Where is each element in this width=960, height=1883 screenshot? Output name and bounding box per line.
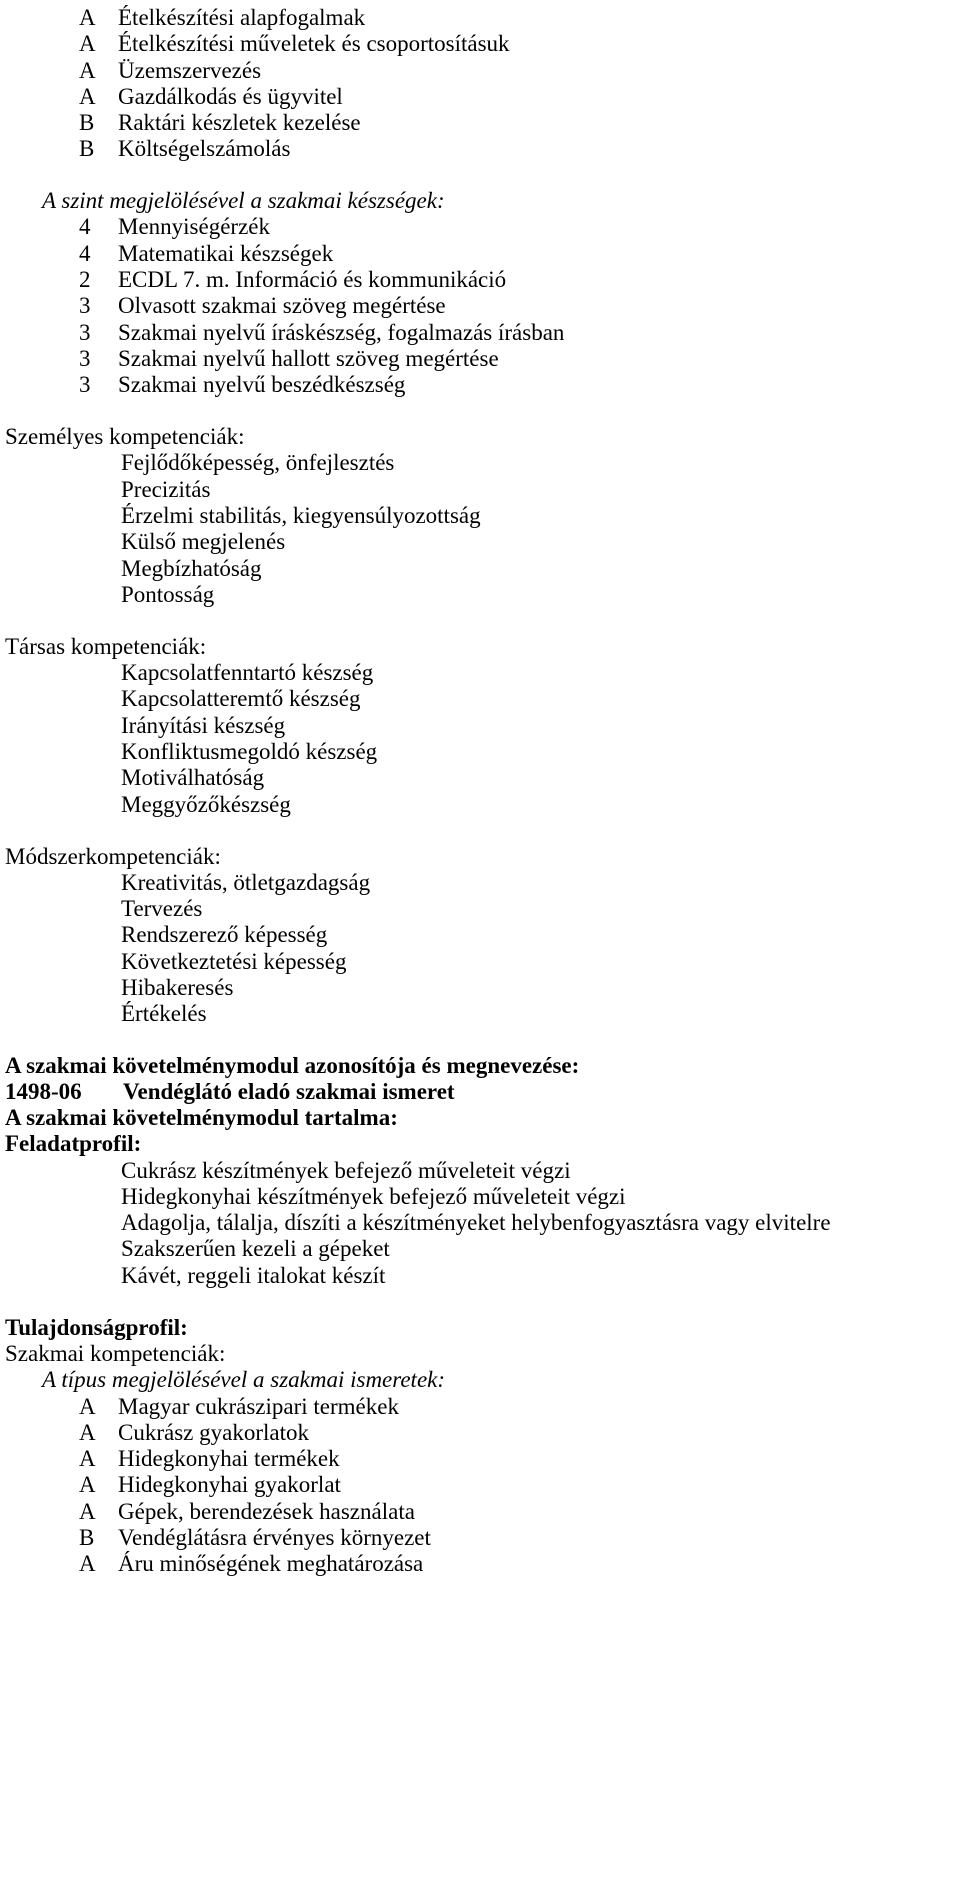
list-item: Precizitás	[121, 477, 211, 502]
list-item: Pontosság	[121, 582, 215, 607]
list-item: 3 Olvasott szakmai szöveg megértése	[79, 293, 446, 318]
professional-competencies-heading: Szakmai kompetenciák:	[5, 1341, 226, 1366]
list-item: Megbízhatóság	[121, 556, 262, 581]
list-item: B Raktári készletek kezelése	[79, 110, 361, 135]
section-heading: Személyes kompetenciák:	[5, 424, 245, 449]
list-item: 2 ECDL 7. m. Információ és kommunikáció	[79, 267, 507, 292]
section-heading: A szint megjelölésével a szakmai készségek:	[42, 188, 445, 213]
knowledge-heading: A típus megjelölésével a szakmai ismeretek:	[42, 1367, 446, 1392]
list-item: 3 Szakmai nyelvű íráskészség, fogalmazás írásban	[79, 320, 565, 345]
list-item: 3 Szakmai nyelvű beszédkészség	[79, 372, 406, 397]
list-item: Rendszerező képesség	[121, 922, 328, 947]
list-item: 4 Matematikai készségek	[79, 241, 334, 266]
list-item: Meggyőzőkészség	[121, 792, 291, 817]
list-item: Kapcsolatteremtő készség	[121, 686, 361, 711]
list-item: Adagolja, tálalja, díszíti a készítményeket helybenfogyasztásra vagy elvitelre	[121, 1210, 831, 1235]
list-item: Külső megjelenés	[121, 529, 286, 554]
list-item: A Gazdálkodás és ügyvitel	[79, 84, 343, 109]
property-profile-heading: Tulajdonságprofil:	[5, 1315, 188, 1340]
module-content-heading: A szakmai követelménymodul tartalma:	[5, 1105, 398, 1130]
list-item: B Vendéglátásra érvényes környezet	[79, 1525, 431, 1550]
list-item: A Ételkészítési alapfogalmak	[79, 5, 366, 30]
list-item: A Hidegkonyhai termékek	[79, 1446, 340, 1471]
section-heading: Társas kompetenciák:	[5, 634, 207, 659]
section-heading: Módszerkompetenciák:	[5, 844, 221, 869]
list-item: Konfliktusmegoldó készség	[121, 739, 378, 764]
list-item: Kreativitás, ötletgazdagság	[121, 870, 371, 895]
list-item: Motiválhatóság	[121, 765, 265, 790]
list-item: A Cukrász gyakorlatok	[79, 1420, 309, 1445]
module-code: 1498-06	[5, 1079, 82, 1104]
list-item: A Ételkészítési műveletek és csoportosításuk	[79, 31, 510, 56]
list-item: A Magyar cukrászipari termékek	[79, 1394, 399, 1419]
list-item: Értékelés	[121, 1001, 207, 1026]
list-item: Hibakeresés	[121, 975, 234, 1000]
list-item: Tervezés	[121, 896, 203, 921]
module-id-heading: A szakmai követelménymodul azonosítója és megnevezése:	[5, 1053, 580, 1078]
list-item: Szakszerűen kezeli a gépeket	[121, 1236, 390, 1261]
list-item: 3 Szakmai nyelvű hallott szöveg megértése	[79, 346, 499, 371]
list-item: 4 Mennyiségérzék	[79, 214, 270, 239]
list-item: Kávét, reggeli italokat készít	[121, 1263, 386, 1288]
module-name: Vendéglátó eladó szakmai ismeret	[123, 1079, 455, 1104]
list-item: Következtetési képesség	[121, 949, 347, 974]
list-item: A Üzemszervezés	[79, 58, 262, 83]
task-profile-heading: Feladatprofil:	[5, 1131, 142, 1156]
list-item: A Gépek, berendezések használata	[79, 1499, 415, 1524]
list-item: Érzelmi stabilitás, kiegyensúlyozottság	[121, 503, 481, 528]
list-item: B Költségelszámolás	[79, 136, 291, 161]
list-item: Cukrász készítmények befejező műveleteit végzi	[121, 1158, 571, 1183]
list-item: Fejlődőképesség, önfejlesztés	[121, 450, 395, 475]
list-item: A Hidegkonyhai gyakorlat	[79, 1472, 341, 1497]
list-item: A Áru minőségének meghatározása	[79, 1551, 424, 1576]
list-item: Kapcsolatfenntartó készség	[121, 660, 374, 685]
list-item: Irányítási készség	[121, 713, 286, 738]
list-item: Hidegkonyhai készítmények befejező műveleteit végzi	[121, 1184, 626, 1209]
